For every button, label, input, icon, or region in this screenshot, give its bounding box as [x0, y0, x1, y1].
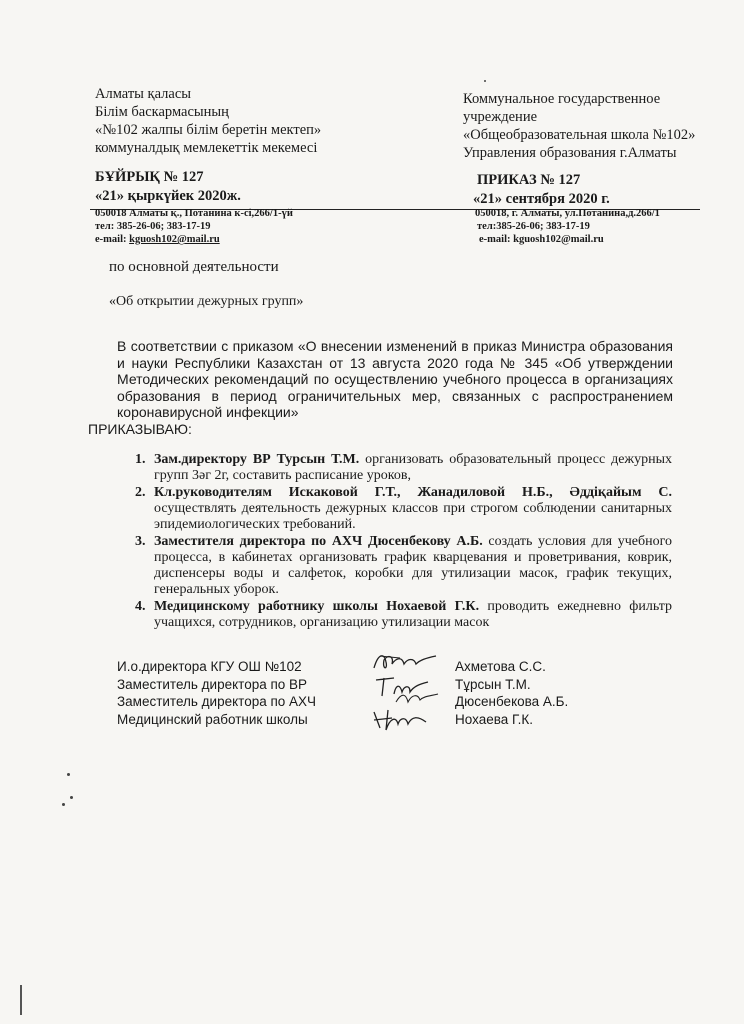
header-kz-line: Алматы қаласы: [95, 86, 192, 102]
order-kz-number: БҰЙРЫҚ № 127: [95, 169, 204, 185]
item-number: 4.: [135, 599, 146, 614]
list-item: [116, 599, 672, 631]
address-kz-email-row: [95, 233, 395, 246]
address-kz: [95, 207, 395, 246]
signature-position: Заместитель директора по ВР: [117, 676, 308, 692]
header-kz-line: Білім баскармасының: [95, 104, 229, 120]
signature-name: Тұрсын Т.М.: [455, 676, 531, 692]
address-kz-street: 050018 Алматы қ., Потанина к-сі,266/1-үй: [95, 208, 293, 219]
order-ru-date: «21» сентября 2020 г.: [473, 191, 610, 207]
scan-speck: [70, 796, 73, 799]
email-ru-link[interactable]: kguosh102@mail.ru: [513, 234, 604, 245]
item-text: создать условия для учебного процесса, в кабинетах организовать график кварцевания и проветривания, коврик, диспенсеры воды и салфеток, коробки для утилизации масок, график текущих, генеральных уборок.: [154, 534, 672, 597]
address-ru-phone: тел:385-26-06; 383-17-19: [477, 221, 590, 232]
command-word: ПРИКАЗЫВАЮ:: [88, 421, 192, 437]
item-number: 1.: [135, 452, 146, 467]
scan-speck: [484, 80, 486, 82]
order-kz: [95, 168, 395, 206]
signature-scribble-4: [370, 706, 430, 734]
item-text: проводить ежедневно фильтр учащихся, сотрудников, организацию утилизации масок: [154, 599, 672, 630]
order-title: «Об открытии дежурных групп»: [109, 294, 304, 309]
item-lead: Зам.директору ВР Турсын Т.М.: [154, 452, 360, 467]
address-ru-street: 050018, г. Алматы, ул.Потанина,д.266/1: [475, 208, 660, 219]
list-item: [116, 452, 672, 484]
signature-name: Ахметова С.С.: [455, 659, 546, 674]
header-kz-line: коммуналдық мемлекеттік мекемесі: [95, 140, 318, 156]
scan-speck: [62, 803, 65, 806]
signature-name: Дюсенбекова А.Б.: [455, 694, 569, 709]
item-text: осуществлять деятельность дежурных классов при строгом соблюдении санитарных эпидемиологических требований.: [154, 501, 672, 532]
preamble-text: В соответствии с приказом «О внесении изменений в приказ Министра образования и науки Республики Казахстан от 13 августа 2020 года № 345 «Об утверждении Методических рекомендаций по осуществлению учебного процесса в организациях образования в период ограничительных мер, связанных с распространением коронавирусной инфекции»: [117, 338, 673, 420]
address-ru-email-row: [475, 233, 725, 246]
order-ru: [473, 171, 723, 209]
item-text: организовать образовательный процесс дежурных групп 3әг 2г, составить расписание уроков,: [154, 452, 672, 483]
order-ru-number: ПРИКАЗ № 127: [477, 172, 581, 188]
header-kz: [95, 85, 395, 157]
signature-scribble-1: [370, 650, 440, 674]
list-item: [116, 485, 672, 533]
item-lead: Заместителя директора по АХЧ Дюсенбекову А.Б.: [154, 534, 483, 549]
address-kz-phone: тел: 385-26-06; 383-17-19: [95, 221, 211, 232]
email-kz-link[interactable]: kguosh102@mail.ru: [129, 234, 220, 245]
item-number: 2.: [135, 485, 146, 500]
scan-speck: [67, 773, 70, 776]
email-kz-label: e-mail:: [95, 234, 130, 245]
address-ru: [475, 207, 725, 246]
item-lead: Медицинскому работнику школы Нохаевой Г.К.: [154, 599, 480, 614]
order-kz-date: «21» қыркүйек 2020ж.: [95, 188, 241, 204]
order-items-list: [116, 452, 672, 632]
header-kz-line: «№102 жалпы білім беретін мектеп»: [95, 122, 322, 138]
order-category: по основной деятельности: [109, 259, 279, 275]
header-ru-line: учреждение: [463, 109, 538, 125]
header-ru-line: Управления образования г.Алматы: [463, 145, 677, 161]
signature-name: Нохаева Г.К.: [455, 711, 534, 727]
header-ru-line: Коммунальное государственное: [463, 91, 661, 107]
header-ru: [463, 90, 723, 162]
item-number: 3.: [135, 534, 146, 549]
signature-position: Медицинский работник школы: [117, 711, 308, 727]
signature-position: Заместитель директора по АХЧ: [117, 694, 317, 709]
scan-speck: [20, 985, 22, 1015]
header-ru-line: «Общеобразовательная школа №102»: [463, 127, 696, 143]
item-lead: Кл.руководителям Искаковой Г.Т., Жанадиловой Н.Б., Әддіқайым С.: [154, 485, 672, 500]
list-item: [116, 534, 672, 598]
email-ru-label: e-mail:: [479, 234, 514, 245]
signature-position: И.о.директора КГУ ОШ №102: [117, 659, 302, 674]
